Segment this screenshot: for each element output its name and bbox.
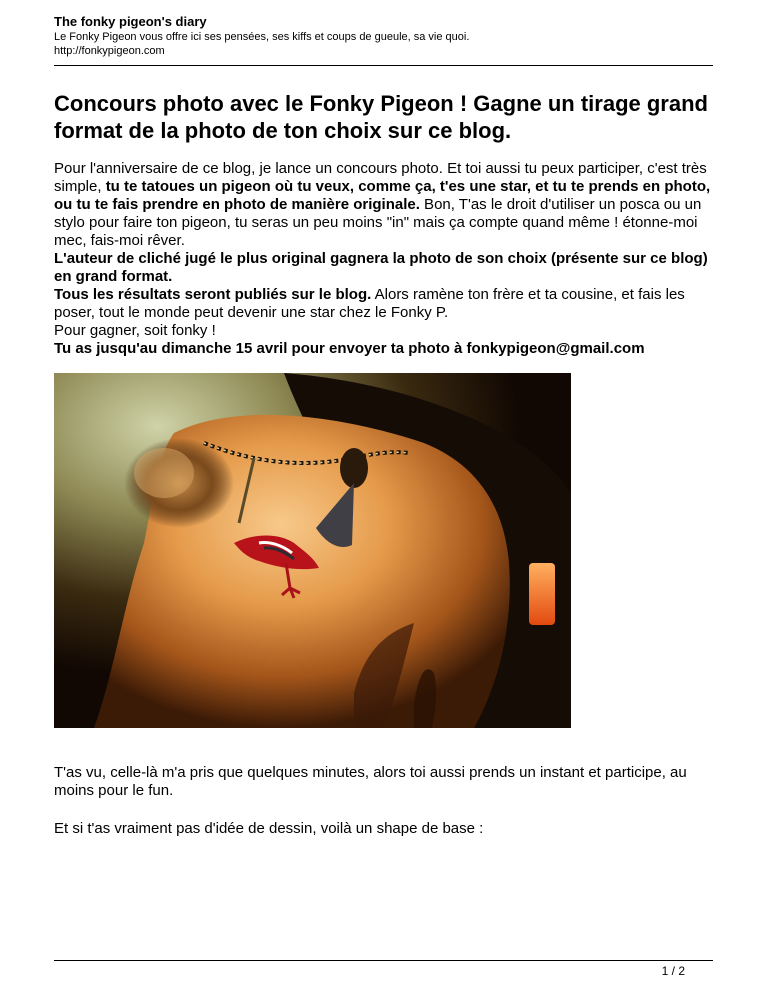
footer-divider [54,960,713,961]
post-paragraph-motto: Pour gagner, soit fonky ! [54,322,216,339]
post-body [54,160,718,358]
post-title[interactable]: Concours photo avec le Fonky Pigeon ! Gagne un tirage grand format de la photo de ton choix sur ce blog. [54,91,708,143]
intro-text-end: Bon, T'as le droit d'utiliser un posca ou un stylo pour faire ton pigeon, tu seras un peu moins "in" mais ça compte quand même ! étonne-moi mec, fais-moi rêver. [54,196,702,249]
post-paragraph-shape-intro: Et si t'as vraiment pas d'idée de dessin, voilà un shape de base : [54,820,484,837]
post-paragraph-intro [54,160,718,250]
site-title[interactable]: The fonky pigeon's diary [54,14,207,29]
deadline-bold-text: Tu as jusqu'au dimanche 15 avril pour envoyer ta photo à fonkypigeon@gmail.com [54,340,645,357]
intro-text: Pour l'anniversaire de ce blog, je lance un concours photo. Et toi aussi tu peux participer, c'est très simple, [54,160,707,195]
header-divider [54,65,713,66]
site-tagline: Le Fonky Pigeon vous offre ici ses pensées, ses kiffs et coups de gueule, sa vie quoi. [54,31,470,43]
pigeon-tattoo-photo [54,373,571,728]
post-paragraph-deadline [54,340,718,358]
intro-bold-text: tu te tatoues un pigeon où tu veux, comme ça, t'es une star, et tu te prends en photo, ou tu te fais prendre en photo de manière originale. [54,178,711,213]
results-bold-text: Tous les résultats seront publiés sur le blog. [54,286,372,303]
results-text: Alors ramène ton frère et ta cousine, et fais les poser, tout le monde peut devenir une star chez le Fonky P. [54,286,685,321]
page-header [54,14,713,58]
post-paragraph-after-photo: T'as vu, celle-là m'a pris que quelques minutes, alors toi aussi prends un instant et participe, au moins pour le fun. [54,764,687,799]
post-paragraph-results [54,286,718,322]
prize-bold-text: L'auteur de cliché jugé le plus original gagnera la photo de son choix (présente sur ce blog) en grand format. [54,250,708,285]
post-paragraph-prize [54,250,718,286]
page-number: 1 / 2 [661,964,685,978]
site-url-link[interactable]: http://fonkypigeon.com [54,45,165,57]
